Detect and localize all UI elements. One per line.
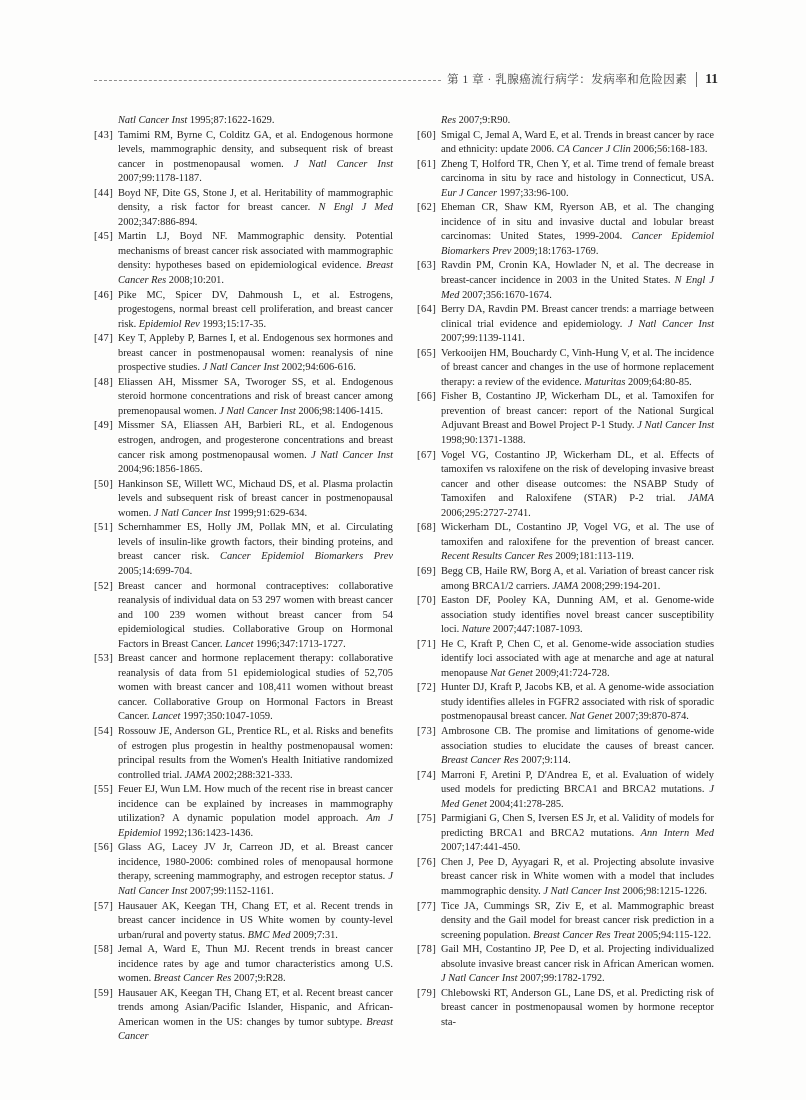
reference-number: [58] bbox=[94, 944, 114, 956]
reference-entry bbox=[417, 900, 714, 944]
reference-number: [49] bbox=[94, 420, 114, 432]
reference-text: Pike MC, Spicer DV, Dahmoush L, et al. Estrogens, progestogens, normal breast cell proliferation, and breast cancer risk. Epidemiol Rev 1993;15:17-35. bbox=[118, 289, 393, 330]
reference-number: [43] bbox=[94, 129, 114, 141]
reference-text: Smigal C, Jemal A, Ward E, et al. Trends in breast cancer by race and ethnicity: update 2006. CA Cancer J Clin 2006;56:168-183. bbox=[441, 129, 714, 156]
reference-entry bbox=[94, 580, 393, 653]
reference-text: Jemal A, Ward E, Thun MJ. Recent trends in breast cancer incidence rates by age and tumor characteristics among U.S. women. Breast Cancer Res 2007;9:R28. bbox=[118, 944, 393, 985]
reference-text: Martin LJ, Boyd NF. Mammographic density. Potential mechanisms of breast cancer risk associated with mammographic density: hypotheses based on epidemiological evidence. Breast Cancer Res 2008;10:201. bbox=[118, 231, 393, 287]
reference-entry bbox=[94, 419, 393, 477]
reference-text: Glass AG, Lacey JV Jr, Carreon JD, et al. Breast cancer incidence, 1980-2006: combined roles of menopausal hormone therapy, screening mammography, and estrogen receptor status. J Natl Cancer Inst 2007;99:1152-1161. bbox=[118, 842, 393, 897]
reference-entry bbox=[417, 521, 714, 565]
reference-number: [45] bbox=[94, 231, 114, 243]
reference-number: [69] bbox=[417, 565, 437, 577]
reference-entry bbox=[94, 987, 393, 1045]
reference-text: Rossouw JE, Anderson GL, Prentice RL, et al. Risks and benefits of estrogen plus progestin in healthy postmenopausal women: principal results from the Women's Health Initiative randomized controlled trial. JAMA 2002;288:321-333. bbox=[118, 725, 393, 781]
reference-text: Res 2007;9:R90. bbox=[441, 115, 511, 126]
reference-entry bbox=[417, 987, 714, 1031]
reference-number: [79] bbox=[417, 987, 437, 999]
reference-number: [65] bbox=[417, 347, 437, 359]
reference-number: [50] bbox=[94, 478, 114, 490]
reference-text: Chen J, Pee D, Ayyagari R, et al. Projecting absolute invasive breast cancer risk in White women with a model that includes mammographic density. J Natl Cancer Inst 2006;98:1215-1226. bbox=[441, 856, 714, 897]
reference-text: Tamimi RM, Byrne C, Colditz GA, et al. Endogenous hormone levels, mammographic density, and subsequent risk of breast cancer in postmenopausal women. J Natl Cancer Inst 2007;99:1178-1187. bbox=[118, 129, 393, 185]
reference-entry bbox=[417, 681, 714, 725]
reference-text: Missmer SA, Eliassen AH, Barbieri RL, et al. Endogenous estrogen, androgen, and progesterone concentrations and breast cancer risk among postmenopausal women. J Natl Cancer Inst 2004;96:1856-1865. bbox=[118, 420, 393, 476]
reference-entry bbox=[94, 376, 393, 420]
reference-text: Zheng T, Holford TR, Chen Y, et al. Time trend of female breast carcinoma in situ by race and histology in Connecticut, USA. Eur J Cancer 1997;33:96-100. bbox=[441, 158, 714, 199]
reference-number: [52] bbox=[94, 580, 114, 592]
reference-text: Easton DF, Pooley KA, Dunning AM, et al. Genome-wide association study identifies novel breast cancer susceptibility loci. Nature 2007;447:1087-1093. bbox=[441, 595, 714, 636]
reference-number: [59] bbox=[94, 987, 114, 999]
reference-text: Hausauer AK, Keegan TH, Chang ET, et al. Recent trends in breast cancer incidence in US White women by county-level urban/rural and poverty status. BMC Med 2009;7:31. bbox=[118, 900, 393, 941]
reference-number: [75] bbox=[417, 813, 437, 825]
reference-number: [53] bbox=[94, 653, 114, 665]
reference-entry bbox=[94, 725, 393, 783]
reference-entry bbox=[94, 900, 393, 944]
reference-entry bbox=[417, 347, 714, 391]
reference-text: Eheman CR, Shaw KM, Ryerson AB, et al. The changing incidence of in situ and invasive ductal and lobular breast carcinomas: United States, 1999-2004. Cancer Epidemiol Biomarkers Prev 2009;18:1763-1769. bbox=[441, 202, 715, 257]
reference-entry bbox=[94, 943, 393, 987]
references-column-left bbox=[94, 114, 393, 1045]
reference-continuation bbox=[417, 114, 714, 129]
reference-text: Feuer EJ, Wun LM. How much of the recent rise in breast cancer incidence can be explained by increases in mammography utilization? A dynamic population model approach. Am J Epidemiol 1992;136:1423-1436. bbox=[118, 784, 393, 839]
reference-number: [78] bbox=[417, 944, 437, 956]
reference-text: Hausauer AK, Keegan TH, Chang ET, et al. Recent breast cancer trends among Asian/Pacific Islander, Hispanic, and African-American women in the US: changes by tumor subtype. Breast Cancer bbox=[118, 987, 393, 1043]
reference-continuation bbox=[94, 114, 393, 129]
reference-number: [61] bbox=[417, 158, 437, 170]
reference-number: [67] bbox=[417, 449, 437, 461]
reference-entry bbox=[94, 478, 393, 522]
reference-number: [57] bbox=[94, 900, 114, 912]
reference-text: Parmigiani G, Chen S, Iversen ES Jr, et al. Validity of models for predicting BRCA1 and BRCA2 mutations. Ann Intern Med 2007;147:441-450. bbox=[441, 813, 714, 854]
reference-text: Marroni F, Aretini P, D'Andrea E, et al. Evaluation of widely used models for predicting BRCA1 and BRCA2 mutations. J Med Genet 2004;41:278-285. bbox=[441, 769, 714, 810]
reference-number: [56] bbox=[94, 842, 114, 854]
reference-text: Hankinson SE, Willett WC, Michaud DS, et al. Plasma prolactin levels and subsequent risk of breast cancer in postmenopausal women. J Natl Cancer Inst 1999;91:629-634. bbox=[118, 478, 393, 519]
reference-number: [66] bbox=[417, 391, 437, 403]
reference-text: Eliassen AH, Missmer SA, Tworoger SS, et al. Endogenous steroid hormone concentrations and risk of breast cancer among premenopausal women. J Natl Cancer Inst 2006;98:1406-1415. bbox=[118, 376, 393, 417]
reference-number: [55] bbox=[94, 784, 114, 796]
reference-entry bbox=[94, 187, 393, 231]
reference-text: Natl Cancer Inst 1995;87:1622-1629. bbox=[118, 115, 275, 126]
reference-text: Ravdin PM, Cronin KA, Howlader N, et al. The decrease in breast-cancer incidence in 2003 in the United States. N Engl J Med 2007;356:1670-1674. bbox=[441, 260, 714, 301]
reference-entry bbox=[94, 783, 393, 841]
reference-text: Wickerham DL, Costantino JP, Vogel VG, et al. The use of tamoxifen and raloxifene for the prevention of breast cancer. Recent Results Cancer Res 2009;181:113-119. bbox=[441, 522, 714, 563]
reference-text: Schernhammer ES, Holly JM, Pollak MN, et al. Circulating levels of insulin-like growth factors, their binding proteins, and breast cancer risk. Cancer Epidemiol Biomarkers Prev 2005;14:699-704. bbox=[118, 522, 393, 577]
reference-entry bbox=[417, 565, 714, 594]
reference-number: [71] bbox=[417, 638, 437, 650]
reference-number: [63] bbox=[417, 260, 437, 272]
reference-number: [44] bbox=[94, 187, 114, 199]
reference-entry bbox=[417, 943, 714, 987]
reference-number: [47] bbox=[94, 333, 114, 345]
reference-entry bbox=[417, 201, 714, 259]
reference-text: Ambrosone CB. The promise and limitations of genome-wide association studies to elucidate the causes of breast cancer. Breast Cancer Res 2007;9:114. bbox=[441, 725, 714, 767]
reference-text: Hunter DJ, Kraft P, Jacobs KB, et al. A genome-wide association study identifies alleles in FGFR2 associated with risk of sporadic postmenopausal breast cancer. Nat Genet 2007;39:870-874. bbox=[441, 682, 714, 723]
reference-number: [70] bbox=[417, 595, 437, 607]
reference-number: [64] bbox=[417, 304, 437, 316]
reference-number: [54] bbox=[94, 725, 114, 737]
reference-text: Verkooijen HM, Bouchardy C, Vinh-Hung V, et al. The incidence of breast cancer and changes in the use of hormone replacement therapy: a review of the evidence. Maturitas 2009;64:80-85. bbox=[441, 347, 714, 388]
reference-entry bbox=[417, 725, 714, 769]
chapter-title: 第 1 章 · 乳腺癌流行病学：发病率和危险因素 bbox=[447, 74, 688, 86]
reference-entry bbox=[94, 332, 393, 376]
reference-text: He C, Kraft P, Chen C, et al. Genome-wide association studies identify loci associated with age at menarche and age at natural menopause Nat Genet 2009;41:724-728. bbox=[441, 638, 714, 679]
header-dashed-rule bbox=[94, 80, 441, 81]
reference-entry bbox=[417, 769, 714, 813]
reference-number: [68] bbox=[417, 522, 437, 534]
reference-text: Fisher B, Costantino JP, Wickerham DL, et al. Tamoxifen for prevention of breast cancer: report of the National Surgical Adjuvant Breast and Bowel Project P-1 Study. J Natl Cancer Inst 1998;90:1371-1388. bbox=[441, 391, 714, 447]
page-number-divider bbox=[696, 72, 697, 87]
reference-entry bbox=[94, 841, 393, 899]
reference-number: [76] bbox=[417, 856, 437, 868]
reference-number: [62] bbox=[417, 202, 437, 214]
reference-number: [46] bbox=[94, 289, 114, 301]
reference-entry bbox=[417, 812, 714, 856]
reference-number: [48] bbox=[94, 376, 114, 388]
reference-text: Breast cancer and hormone replacement therapy: collaborative reanalysis of data from 51 epidemiological studies of 52,705 women with breast cancer and 108,411 women without breast cancer. Collaborative Group on Hormonal Factors in Breast Cancer. Lancet 1997;350:1047-1059. bbox=[118, 653, 393, 723]
reference-entry bbox=[94, 129, 393, 187]
page-header bbox=[94, 70, 718, 88]
page-number: 11 bbox=[705, 71, 718, 86]
reference-entry bbox=[94, 652, 393, 725]
reference-entry bbox=[94, 230, 393, 288]
reference-text: Vogel VG, Costantino JP, Wickerham DL, et al. Effects of tamoxifen vs raloxifene on the risk of developing invasive breast cancer and other disease outcomes: the NSABP Study of Tamoxifen and Raloxifene (STAR) P-2 trial. JAMA 2006;295:2727-2741. bbox=[441, 449, 714, 519]
reference-entry bbox=[417, 638, 714, 682]
references-column-right bbox=[417, 114, 714, 1030]
reference-text: Boyd NF, Dite GS, Stone J, et al. Heritability of mammographic density, a risk factor for breast cancer. N Engl J Med 2002;347:886-894. bbox=[118, 187, 393, 228]
reference-text: Tice JA, Cummings SR, Ziv E, et al. Mammographic breast density and the Gail model for breast cancer risk prediction in a screening population. Breast Cancer Res Treat 2005;94:115-122. bbox=[441, 900, 714, 941]
reference-entry bbox=[417, 259, 714, 303]
reference-text: Breast cancer and hormonal contraceptives: collaborative reanalysis of individual data on 53 297 women with breast cancer and 100 239 women without breast cancer from 54 epidemiological studies. Collaborative Group on Hormonal Factors in Breast Cancer. Lancet 1996;347:1713-1727. bbox=[118, 580, 393, 650]
reference-number: [51] bbox=[94, 522, 114, 534]
reference-entry bbox=[417, 158, 714, 202]
reference-entry bbox=[417, 594, 714, 638]
reference-entry bbox=[417, 303, 714, 347]
reference-entry bbox=[417, 390, 714, 448]
reference-number: [77] bbox=[417, 900, 437, 912]
reference-text: Begg CB, Haile RW, Borg A, et al. Variation of breast cancer risk among BRCA1/2 carriers. JAMA 2008;299:194-201. bbox=[441, 565, 714, 592]
reference-entry bbox=[417, 449, 714, 522]
reference-number: [72] bbox=[417, 682, 437, 694]
reference-entry bbox=[94, 289, 393, 333]
reference-text: Chlebowski RT, Anderson GL, Lane DS, et al. Predicting risk of breast cancer in postmenopausal women by hormone receptor sta- bbox=[441, 987, 714, 1028]
reference-number: [74] bbox=[417, 769, 437, 781]
reference-entry bbox=[417, 856, 714, 900]
reference-text: Berry DA, Ravdin PM. Breast cancer trends: a marriage between clinical trial evidence and epidemiology. J Natl Cancer Inst 2007;99:1139-1141. bbox=[441, 304, 714, 345]
reference-number: [73] bbox=[417, 725, 437, 737]
reference-text: Gail MH, Costantino JP, Pee D, et al. Projecting individualized absolute invasive breast cancer risk in African American women. J Natl Cancer Inst 2007;99:1782-1792. bbox=[441, 944, 714, 985]
reference-entry bbox=[94, 521, 393, 579]
reference-number: [60] bbox=[417, 129, 437, 141]
reference-text: Key T, Appleby P, Barnes I, et al. Endogenous sex hormones and breast cancer in postmenopausal women: reanalysis of nine prospective studies. J Natl Cancer Inst 2002;94:606-616. bbox=[118, 333, 393, 374]
reference-entry bbox=[417, 129, 714, 158]
